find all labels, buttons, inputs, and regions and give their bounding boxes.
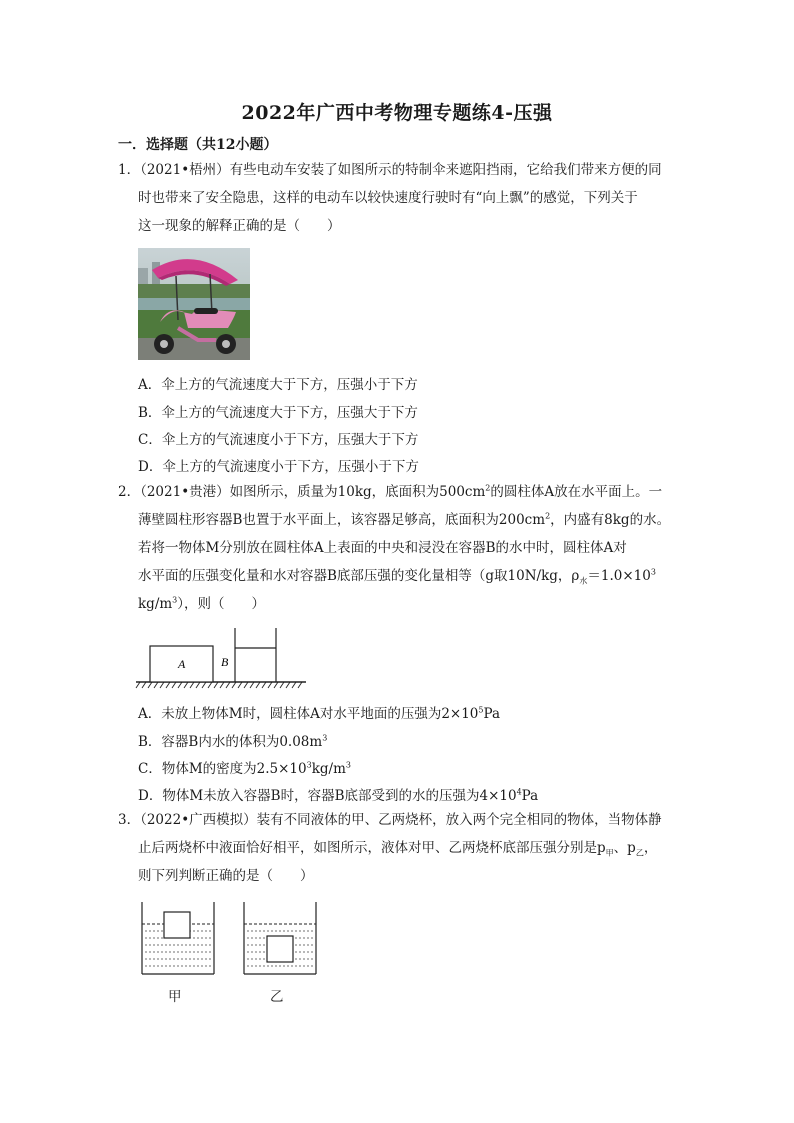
question-1-option-c: C．伞上方的气流速度小于下方，压强大于下方 <box>138 432 419 448</box>
question-2-option-d: D．物体M未放入容器B时，容器B底部受到的水的压强为$4\times 10^4Pa$ <box>138 787 539 804</box>
question-3-line-2: 止后两烧杯中液面恰好相平，如图所示，液体对甲、乙两烧杯底部压强分别是$p_甲$、$p_乙$， <box>138 840 658 858</box>
question-3-line-1: 3．（2022•广西模拟）装有不同液体的甲、乙两烧杯，放入两个完全相同的物体，当物体静 <box>118 812 662 828</box>
container-b-label: B <box>221 655 229 669</box>
question-3 <box>118 806 678 890</box>
question-2-option-c: C．物体M的密度为$2.5\times 10^3kg/m^3$ <box>138 760 351 777</box>
question-2 <box>118 478 678 618</box>
question-2-option-b: B．容器B内水的体积为$0.08m^3$ <box>138 733 328 750</box>
cylinder-a-label: A <box>178 657 186 671</box>
page-title: 2022年广西中考物理专题练4-压强 <box>241 102 553 124</box>
caption-jia: 甲 <box>168 989 182 1005</box>
section-heading: 一．选择题（共12小题） <box>118 137 278 153</box>
beaker-yi <box>244 902 316 974</box>
question-2-line-4: 水平面的压强变化量和水对容器B底部压强的变化量相等（g取10N/kg，$\rho_水=1.0\times 10^3$ <box>138 567 656 586</box>
question-1-line-2: 时也带来了安全隐患，这样的电动车以较快速度行驶时有“向上飘”的感觉，下列关于 <box>138 190 638 206</box>
two-beakers-diagram <box>136 898 326 982</box>
question-2-line-5: $kg/m^3$），则（ ） <box>138 595 266 612</box>
question-1-option-b: B．伞上方的气流速度大于下方，压强大于下方 <box>138 405 418 421</box>
question-1-line-1: 1．（2021•梧州）有些电动车安装了如图所示的特制伞来遮阳挡雨，它给我们带来方便的同 <box>118 162 662 178</box>
scooter-umbrella-photo <box>138 248 250 360</box>
caption-yi: 乙 <box>270 989 284 1005</box>
question-1-option-d: D．伞上方的气流速度小于下方，压强小于下方 <box>138 459 419 475</box>
question-2-line-3: 若将一物体M分别放在圆柱体A上表面的中央和浸没在容器B的水中时，圆柱体A对 <box>138 540 627 556</box>
question-2-line-2: 薄壁圆柱形容器B也置于水平面上，该容器足够高，底面积为$200cm^2$，内盛有8kg的水。 <box>138 511 671 528</box>
question-2-line-1: 2．（2021•贵港）如图所示，质量为10kg，底面积为$500cm^2$的圆柱体A放在水平面上。一 <box>118 483 663 500</box>
question-1 <box>118 156 678 240</box>
question-3-line-3: 则下列判断正确的是（ ） <box>138 868 314 884</box>
question-1-option-a: A．伞上方的气流速度大于下方，压强小于下方 <box>138 377 418 393</box>
beaker-jia <box>142 902 214 974</box>
question-2-option-a: A．未放上物体M时，圆柱体A对水平地面的压强为$2\times 10^5Pa$ <box>138 705 501 722</box>
question-1-line-3: 这一现象的解释正确的是（ ） <box>138 218 341 234</box>
cylinder-container-diagram <box>134 626 310 694</box>
